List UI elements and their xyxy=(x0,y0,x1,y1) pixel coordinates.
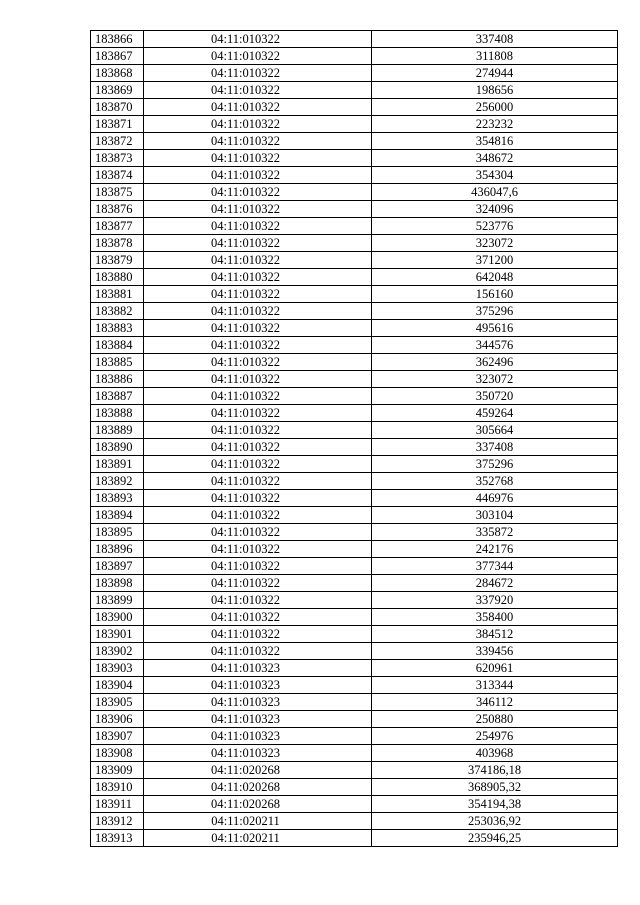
row-id-cell: 183883 xyxy=(91,320,144,337)
table-row xyxy=(91,65,618,82)
value-cell: 313344 xyxy=(372,677,618,694)
value-cell: 242176 xyxy=(372,541,618,558)
value-cell: 354816 xyxy=(372,133,618,150)
table-row xyxy=(91,235,618,252)
cadastral-code-cell: 04:11:010322 xyxy=(144,507,372,524)
table-row xyxy=(91,422,618,439)
value-cell: 339456 xyxy=(372,643,618,660)
cadastral-code-cell: 04:11:010322 xyxy=(144,184,372,201)
row-id-cell: 183909 xyxy=(91,762,144,779)
row-id-cell: 183870 xyxy=(91,99,144,116)
table-row xyxy=(91,490,618,507)
cadastral-code-cell: 04:11:010322 xyxy=(144,371,372,388)
cadastral-code-cell: 04:11:010322 xyxy=(144,320,372,337)
value-cell: 459264 xyxy=(372,405,618,422)
table-row xyxy=(91,286,618,303)
row-id-cell: 183867 xyxy=(91,48,144,65)
table-row xyxy=(91,711,618,728)
cadastral-code-cell: 04:11:010323 xyxy=(144,660,372,677)
value-cell: 335872 xyxy=(372,524,618,541)
row-id-cell: 183881 xyxy=(91,286,144,303)
cadastral-code-cell: 04:11:020211 xyxy=(144,830,372,847)
table-row xyxy=(91,150,618,167)
row-id-cell: 183897 xyxy=(91,558,144,575)
value-cell: 337408 xyxy=(372,439,618,456)
table-row xyxy=(91,320,618,337)
row-id-cell: 183902 xyxy=(91,643,144,660)
data-sheet xyxy=(90,30,617,847)
cadastral-code-cell: 04:11:010323 xyxy=(144,694,372,711)
value-cell: 198656 xyxy=(372,82,618,99)
table-row xyxy=(91,575,618,592)
table-row xyxy=(91,48,618,65)
cadastral-code-cell: 04:11:010322 xyxy=(144,48,372,65)
row-id-cell: 183899 xyxy=(91,592,144,609)
row-id-cell: 183873 xyxy=(91,150,144,167)
value-cell: 337920 xyxy=(372,592,618,609)
row-id-cell: 183898 xyxy=(91,575,144,592)
value-cell: 348672 xyxy=(372,150,618,167)
table-row xyxy=(91,31,618,48)
value-cell: 305664 xyxy=(372,422,618,439)
cadastral-code-cell: 04:11:010322 xyxy=(144,82,372,99)
row-id-cell: 183892 xyxy=(91,473,144,490)
table-row xyxy=(91,813,618,830)
table-body xyxy=(91,31,618,847)
value-cell: 403968 xyxy=(372,745,618,762)
table-row xyxy=(91,456,618,473)
cadastral-code-cell: 04:11:010322 xyxy=(144,167,372,184)
value-cell: 235946,25 xyxy=(372,830,618,847)
cadastral-code-cell: 04:11:010322 xyxy=(144,422,372,439)
value-cell: 324096 xyxy=(372,201,618,218)
cadastral-code-cell: 04:11:010322 xyxy=(144,609,372,626)
value-cell: 495616 xyxy=(372,320,618,337)
table-row xyxy=(91,660,618,677)
cadastral-code-cell: 04:11:020268 xyxy=(144,779,372,796)
value-cell: 323072 xyxy=(372,371,618,388)
table-row xyxy=(91,371,618,388)
row-id-cell: 183875 xyxy=(91,184,144,201)
row-id-cell: 183884 xyxy=(91,337,144,354)
table-row xyxy=(91,796,618,813)
table-row xyxy=(91,507,618,524)
cadastral-code-cell: 04:11:010323 xyxy=(144,677,372,694)
row-id-cell: 183910 xyxy=(91,779,144,796)
table-row xyxy=(91,609,618,626)
value-cell: 352768 xyxy=(372,473,618,490)
row-id-cell: 183874 xyxy=(91,167,144,184)
cadastral-code-cell: 04:11:010322 xyxy=(144,116,372,133)
value-cell: 375296 xyxy=(372,303,618,320)
value-cell: 354194,38 xyxy=(372,796,618,813)
row-id-cell: 183906 xyxy=(91,711,144,728)
cadastral-code-cell: 04:11:020211 xyxy=(144,813,372,830)
table-row xyxy=(91,677,618,694)
row-id-cell: 183901 xyxy=(91,626,144,643)
cadastral-code-cell: 04:11:020268 xyxy=(144,762,372,779)
cadastral-code-cell: 04:11:010322 xyxy=(144,201,372,218)
cadastral-code-cell: 04:11:010322 xyxy=(144,439,372,456)
cadastral-code-cell: 04:11:010323 xyxy=(144,711,372,728)
table-row xyxy=(91,252,618,269)
cadastral-code-cell: 04:11:010322 xyxy=(144,31,372,48)
value-cell: 303104 xyxy=(372,507,618,524)
value-cell: 374186,18 xyxy=(372,762,618,779)
table-row xyxy=(91,524,618,541)
row-id-cell: 183879 xyxy=(91,252,144,269)
cadastral-code-cell: 04:11:010322 xyxy=(144,643,372,660)
table-row xyxy=(91,201,618,218)
table-row xyxy=(91,626,618,643)
table-row xyxy=(91,354,618,371)
table-row xyxy=(91,337,618,354)
value-cell: 362496 xyxy=(372,354,618,371)
value-cell: 250880 xyxy=(372,711,618,728)
row-id-cell: 183876 xyxy=(91,201,144,218)
value-cell: 254976 xyxy=(372,728,618,745)
table-row xyxy=(91,592,618,609)
table-row xyxy=(91,830,618,847)
value-cell: 350720 xyxy=(372,388,618,405)
cadastral-code-cell: 04:11:010322 xyxy=(144,626,372,643)
value-cell: 253036,92 xyxy=(372,813,618,830)
row-id-cell: 183890 xyxy=(91,439,144,456)
value-cell: 256000 xyxy=(372,99,618,116)
cadastral-code-cell: 04:11:010323 xyxy=(144,728,372,745)
row-id-cell: 183877 xyxy=(91,218,144,235)
row-id-cell: 183912 xyxy=(91,813,144,830)
table-row xyxy=(91,405,618,422)
cadastral-code-cell: 04:11:010322 xyxy=(144,133,372,150)
table-row xyxy=(91,694,618,711)
cadastral-code-cell: 04:11:010322 xyxy=(144,269,372,286)
table-row xyxy=(91,439,618,456)
cadastral-code-cell: 04:11:010322 xyxy=(144,558,372,575)
data-table xyxy=(90,30,618,847)
value-cell: 346112 xyxy=(372,694,618,711)
row-id-cell: 183905 xyxy=(91,694,144,711)
row-id-cell: 183886 xyxy=(91,371,144,388)
value-cell: 344576 xyxy=(372,337,618,354)
value-cell: 446976 xyxy=(372,490,618,507)
row-id-cell: 183868 xyxy=(91,65,144,82)
value-cell: 368905,32 xyxy=(372,779,618,796)
value-cell: 354304 xyxy=(372,167,618,184)
row-id-cell: 183888 xyxy=(91,405,144,422)
table-row xyxy=(91,745,618,762)
value-cell: 358400 xyxy=(372,609,618,626)
cadastral-code-cell: 04:11:010322 xyxy=(144,541,372,558)
cadastral-code-cell: 04:11:010322 xyxy=(144,252,372,269)
cadastral-code-cell: 04:11:010322 xyxy=(144,575,372,592)
row-id-cell: 183878 xyxy=(91,235,144,252)
row-id-cell: 183885 xyxy=(91,354,144,371)
cadastral-code-cell: 04:11:010322 xyxy=(144,337,372,354)
table-row xyxy=(91,558,618,575)
table-row xyxy=(91,269,618,286)
value-cell: 337408 xyxy=(372,31,618,48)
value-cell: 223232 xyxy=(372,116,618,133)
row-id-cell: 183908 xyxy=(91,745,144,762)
table-row xyxy=(91,167,618,184)
row-id-cell: 183903 xyxy=(91,660,144,677)
row-id-cell: 183894 xyxy=(91,507,144,524)
row-id-cell: 183893 xyxy=(91,490,144,507)
cadastral-code-cell: 04:11:010322 xyxy=(144,524,372,541)
cadastral-code-cell: 04:11:010322 xyxy=(144,473,372,490)
cadastral-code-cell: 04:11:010322 xyxy=(144,388,372,405)
table-row xyxy=(91,388,618,405)
table-row xyxy=(91,116,618,133)
cadastral-code-cell: 04:11:010322 xyxy=(144,456,372,473)
value-cell: 375296 xyxy=(372,456,618,473)
cadastral-code-cell: 04:11:010322 xyxy=(144,286,372,303)
cadastral-code-cell: 04:11:010322 xyxy=(144,150,372,167)
value-cell: 274944 xyxy=(372,65,618,82)
cadastral-code-cell: 04:11:010322 xyxy=(144,405,372,422)
table-row xyxy=(91,541,618,558)
row-id-cell: 183871 xyxy=(91,116,144,133)
table-row xyxy=(91,728,618,745)
cadastral-code-cell: 04:11:010322 xyxy=(144,354,372,371)
value-cell: 323072 xyxy=(372,235,618,252)
value-cell: 523776 xyxy=(372,218,618,235)
cadastral-code-cell: 04:11:010322 xyxy=(144,235,372,252)
cadastral-code-cell: 04:11:010323 xyxy=(144,745,372,762)
row-id-cell: 183907 xyxy=(91,728,144,745)
row-id-cell: 183896 xyxy=(91,541,144,558)
table-row xyxy=(91,303,618,320)
row-id-cell: 183913 xyxy=(91,830,144,847)
table-row xyxy=(91,184,618,201)
row-id-cell: 183882 xyxy=(91,303,144,320)
row-id-cell: 183872 xyxy=(91,133,144,150)
cadastral-code-cell: 04:11:010322 xyxy=(144,218,372,235)
cadastral-code-cell: 04:11:020268 xyxy=(144,796,372,813)
table-row xyxy=(91,133,618,150)
value-cell: 620961 xyxy=(372,660,618,677)
value-cell: 284672 xyxy=(372,575,618,592)
table-row xyxy=(91,82,618,99)
row-id-cell: 183869 xyxy=(91,82,144,99)
row-id-cell: 183880 xyxy=(91,269,144,286)
row-id-cell: 183895 xyxy=(91,524,144,541)
value-cell: 436047,6 xyxy=(372,184,618,201)
row-id-cell: 183889 xyxy=(91,422,144,439)
row-id-cell: 183891 xyxy=(91,456,144,473)
cadastral-code-cell: 04:11:010322 xyxy=(144,65,372,82)
table-row xyxy=(91,762,618,779)
cadastral-code-cell: 04:11:010322 xyxy=(144,99,372,116)
cadastral-code-cell: 04:11:010322 xyxy=(144,490,372,507)
value-cell: 384512 xyxy=(372,626,618,643)
row-id-cell: 183887 xyxy=(91,388,144,405)
row-id-cell: 183866 xyxy=(91,31,144,48)
row-id-cell: 183911 xyxy=(91,796,144,813)
row-id-cell: 183900 xyxy=(91,609,144,626)
table-row xyxy=(91,643,618,660)
row-id-cell: 183904 xyxy=(91,677,144,694)
table-row xyxy=(91,779,618,796)
value-cell: 377344 xyxy=(372,558,618,575)
table-row xyxy=(91,99,618,116)
table-row xyxy=(91,473,618,490)
value-cell: 311808 xyxy=(372,48,618,65)
value-cell: 642048 xyxy=(372,269,618,286)
cadastral-code-cell: 04:11:010322 xyxy=(144,592,372,609)
value-cell: 371200 xyxy=(372,252,618,269)
value-cell: 156160 xyxy=(372,286,618,303)
table-row xyxy=(91,218,618,235)
cadastral-code-cell: 04:11:010322 xyxy=(144,303,372,320)
